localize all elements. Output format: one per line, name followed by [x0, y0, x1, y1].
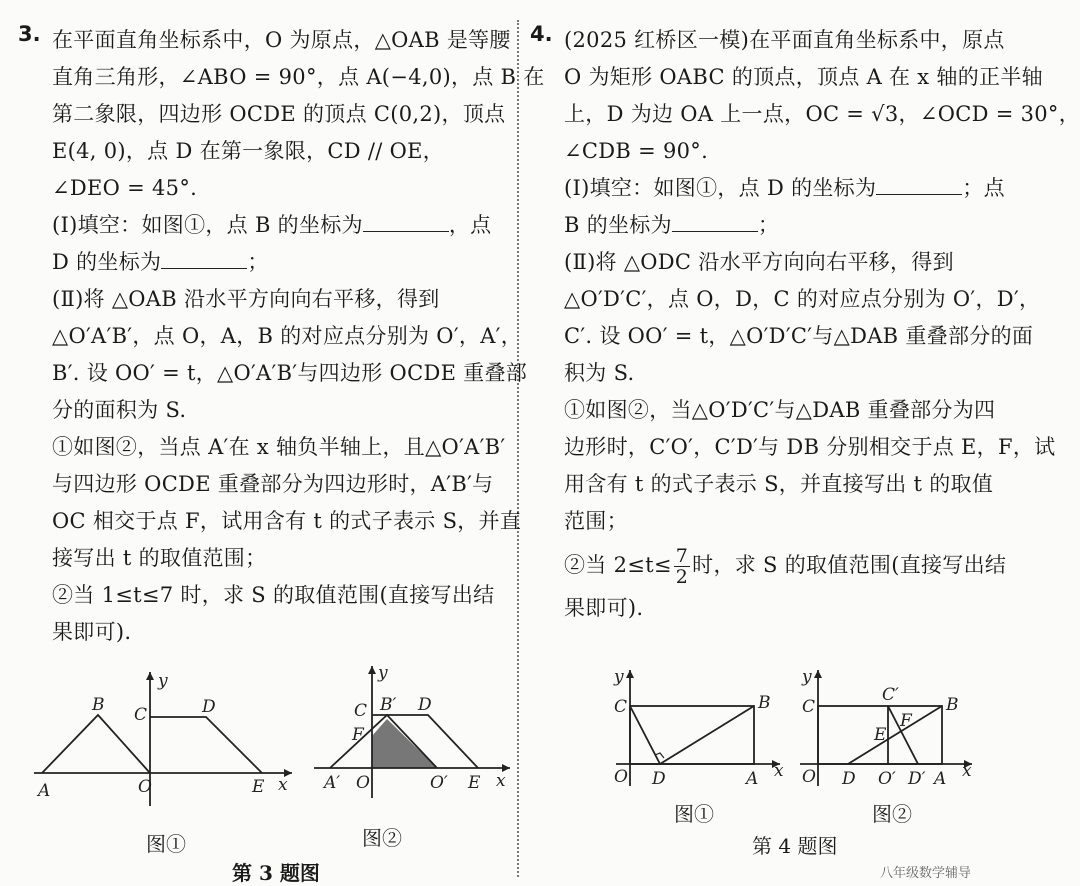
label-y: y [378, 663, 388, 683]
q4-line: ①如图②，当△O′D′C′与△DAB 重叠部分为四 [564, 398, 996, 422]
label-A: A [38, 781, 51, 801]
segments-CD-DB [630, 706, 754, 764]
q4-line: O 为矩形 OABC 的顶点，顶点 A 在 x 轴的正半轴 [564, 65, 1043, 89]
label-B-prime: B′ [380, 695, 397, 715]
rectangle-OABC [630, 706, 754, 764]
label-O-prime: O′ [878, 769, 896, 789]
q3-line: ∠DEO = 45°. [52, 176, 198, 200]
q4-figure-2 [796, 664, 978, 794]
q3-line: E(4, 0)，点 D 在第一象限，CD // OE， [52, 139, 445, 163]
question-4 [530, 22, 1080, 627]
label-B: B [758, 693, 771, 713]
q4-line: 积为 S. [564, 361, 635, 385]
question-3-number: 3. [18, 22, 41, 46]
label-E: E [252, 777, 265, 797]
label-A-prime: A′ [324, 773, 341, 793]
q3-line: 接写出 t 的取值范围； [52, 546, 267, 570]
label-A: A [934, 769, 947, 789]
label-D: D [652, 769, 666, 789]
label-x: x [962, 761, 972, 781]
label-B: B [946, 695, 959, 715]
q3-line: 分的面积为 S. [52, 398, 187, 422]
question-4-number: 4. [530, 22, 553, 46]
label-x: x [774, 761, 784, 781]
q3-line: 直角三角形，∠ABO = 90°，点 A(−4,0)，点 B 在 [52, 65, 545, 89]
label-C: C [802, 697, 816, 717]
y-axis-arrow [368, 666, 376, 674]
fraction-seven-halves: $\frac{7}{2}$ [675, 545, 689, 588]
label-y: y [802, 667, 812, 687]
label-D: D [202, 697, 216, 717]
label-x: x [496, 771, 506, 791]
label-C: C [354, 701, 368, 721]
question-3-body [52, 22, 545, 651]
q3-line: B′. 设 OO′ = t，△O′A′B′与四边形 OCDE 重叠部 [52, 361, 528, 385]
overlap-region [372, 719, 437, 768]
quadrilateral-OCDE [150, 717, 262, 773]
q4-figure-1 [608, 664, 790, 794]
answer-blank[interactable] [161, 246, 247, 269]
q4-line: 范围； [564, 509, 628, 533]
label-O: O [356, 773, 370, 793]
q3-line: 与四边形 OCDE 重叠部分为四边形时，A′B′与 [52, 472, 494, 496]
q4-line: 果即可). [564, 596, 644, 620]
label-O: O [138, 777, 152, 797]
q3-line: 在平面直角坐标系中，O 为原点，△OAB 是等腰 [52, 28, 511, 52]
q3-fig1-caption: 图① [146, 832, 186, 856]
segment-DB [848, 706, 942, 764]
label-A: A [746, 769, 759, 789]
q3-fig2-caption: 图② [362, 826, 402, 850]
label-E: E [468, 773, 481, 793]
question-3 [18, 22, 545, 651]
label-F: F [352, 725, 364, 745]
y-axis-arrow [146, 672, 154, 680]
label-D: D [418, 695, 432, 715]
page-footer: 八年级数学辅导 [880, 866, 972, 881]
q3-line-d-coord: D 的坐标为 ； [52, 244, 506, 281]
q4-line: (Ⅱ)将 △ODC 沿水平方向向右平移，得到 [564, 250, 954, 274]
q3-line: ②当 1≤t≤7 时，求 S 的取值范围(直接写出结 [52, 583, 495, 607]
q3-line: △O′A′B′，点 O，A，B 的对应点分别为 O′，A′， [52, 324, 523, 348]
q3-line-b-coord: (Ⅰ)填空：如图①，点 B 的坐标为 ，点 [52, 207, 506, 244]
label-O: O [802, 767, 816, 787]
q4-line: △O′D′C′，点 O，D，C 的对应点分别为 O′，D′， [564, 287, 1041, 311]
q3-line: (Ⅱ)将 △OAB 沿水平方向向右平移，得到 [52, 287, 440, 311]
q4-line: 用含有 t 的式子表示 S，并直接写出 t 的取值 [564, 472, 994, 496]
label-x: x [278, 775, 288, 795]
label-C: C [614, 697, 628, 717]
q3-line: OC 相交于点 F，试用含有 t 的式子表示 S，并直 [52, 509, 522, 533]
q4-line: (2025 红桥区一模)在平面直角坐标系中，原点 [564, 28, 1005, 52]
label-O-prime: O′ [430, 773, 448, 793]
q3-line: ①如图②，当点 A′在 x 轴负半轴上，且△O′A′B′ [52, 435, 506, 459]
q3-line: 果即可). [52, 620, 132, 644]
q4-line: C′. 设 OO′ = t，△O′D′C′与△DAB 重叠部分的面 [564, 324, 1034, 348]
answer-blank[interactable] [876, 172, 962, 195]
label-y: y [158, 671, 168, 691]
y-axis-arrow [626, 670, 634, 678]
label-F: F [900, 711, 912, 731]
answer-blank[interactable] [672, 209, 758, 232]
q4-line: 上，D 为边 OA 上一点，OC = √3，∠OCD = 30°， [564, 102, 1080, 126]
q4-line-range: ②当 2≤t≤ $\frac{7}{2}$ 时，求 S 的取值范围(直接写出结 [564, 545, 1007, 588]
label-D: D [842, 769, 856, 789]
label-D-prime: D′ [908, 769, 926, 789]
q3-figure-2 [310, 660, 518, 800]
label-O: O [614, 767, 628, 787]
label-y: y [614, 667, 624, 687]
q4-line-b-coord: B 的坐标为 ； [564, 207, 1030, 244]
y-axis-arrow [814, 670, 822, 678]
q4-line: 边形时，C′O′，C′D′与 DB 分别相交于点 E，F，试 [564, 435, 1056, 459]
label-B: B [92, 695, 105, 715]
q4-fig1-caption: 图① [674, 802, 714, 826]
answer-blank[interactable] [363, 209, 449, 232]
question-4-body [564, 22, 1080, 627]
q3-figure-1 [30, 668, 300, 808]
label-C-prime: C′ [882, 685, 899, 705]
q4-fig2-caption: 图② [872, 802, 912, 826]
q4-line-d-coord: (Ⅰ)填空：如图①，点 D 的坐标为 ；点 [564, 170, 1030, 207]
q4-figure-title: 第 4 题图 [752, 834, 838, 858]
q3-figure-title: 第 3 题图 [232, 861, 320, 885]
label-E: E [874, 725, 887, 745]
q3-line: 第二象限，四边形 OCDE 的顶点 C(0,2)，顶点 [52, 102, 506, 126]
label-C: C [134, 705, 148, 725]
q4-line: ∠CDB = 90°. [564, 139, 709, 163]
